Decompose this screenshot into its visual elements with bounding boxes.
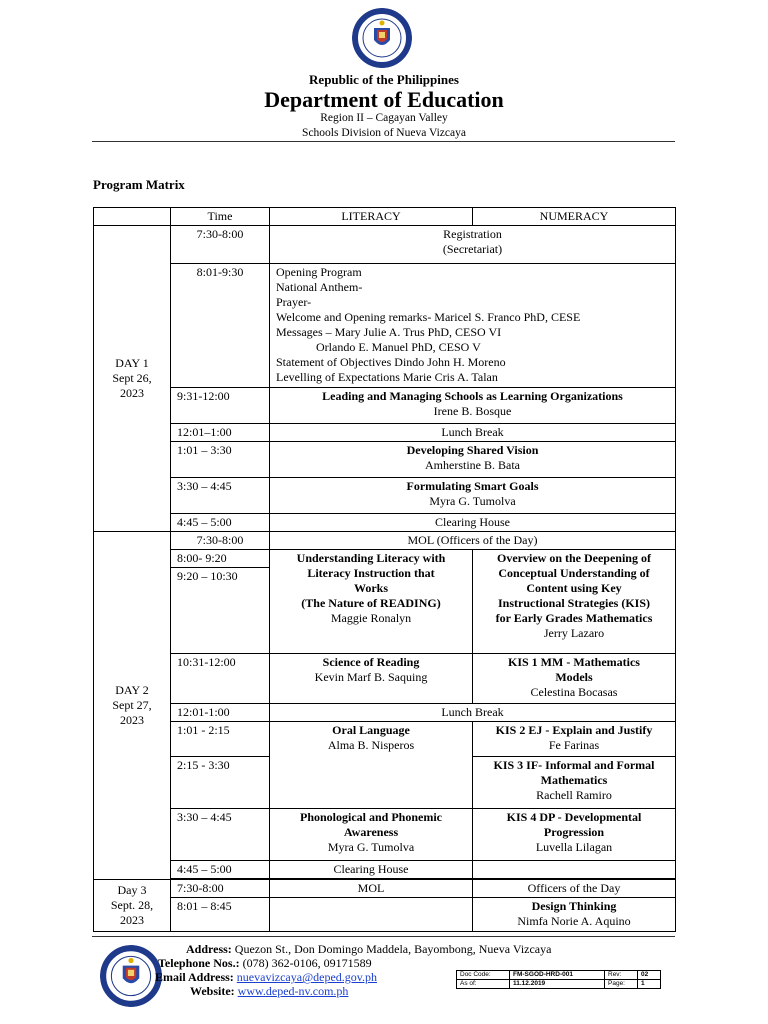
day-number: Day 3 [117, 883, 147, 897]
table-row [94, 478, 676, 514]
time-cell: 3:30 – 4:45 [171, 809, 270, 861]
asof-label: As of: [457, 980, 510, 989]
session-title: KIS 2 EJ - Explain and Justify [495, 723, 653, 737]
day-date: Sept 27, [112, 698, 152, 712]
department-title: Department of Education [264, 87, 504, 112]
numeracy-session-cell [473, 550, 676, 654]
address-value: Quezon St., Don Domingo Maddela, Bayombong, Nueva Vizcaya [234, 942, 552, 956]
table-row [94, 654, 676, 704]
clearing-house-cell: Clearing House [270, 514, 676, 532]
session-title: Formulating Smart Goals [406, 479, 539, 493]
header-time: Time [171, 208, 270, 226]
time-cell: 7:30-8:00 [171, 532, 270, 550]
session-cell [270, 442, 676, 478]
day-number: DAY 1 [115, 356, 149, 370]
program-line: National Anthem- [276, 280, 363, 294]
session-speaker: Fe Farinas [548, 738, 600, 752]
program-line: Opening Program [276, 265, 362, 279]
page-label: Page: [605, 980, 638, 989]
time-cell: 12:01–1:00 [171, 424, 270, 442]
table-row [94, 861, 676, 879]
numeracy-session-cell [473, 654, 676, 704]
table-row [94, 442, 676, 478]
time-cell: 7:30-8:00 [171, 226, 270, 264]
rev-value: 02 [638, 971, 661, 980]
opening-program-cell [270, 264, 676, 388]
literacy-session-cell [270, 654, 473, 704]
officers-cell: Officers of the Day [473, 880, 676, 898]
session-title: Overview on the Deepening of [497, 551, 651, 565]
day-date: Sept 26, [112, 371, 152, 385]
break-cell: Lunch Break [270, 424, 676, 442]
program-matrix-table [93, 207, 676, 932]
session-title: Understanding Literacy with [296, 551, 446, 565]
phone-label: Telephone Nos.: [158, 956, 240, 970]
table-row [94, 388, 676, 424]
session-title: Design Thinking [531, 899, 617, 913]
session-title: Developing Shared Vision [406, 443, 539, 457]
page-value: 1 [638, 980, 661, 989]
day-year: 2023 [120, 386, 144, 400]
numeracy-session-cell [473, 898, 676, 932]
division-line: Schools Division of Nueva Vizcaya [302, 127, 466, 139]
session-speaker: Luvella Lilagan [535, 840, 613, 854]
table-row [94, 424, 676, 442]
session-title: Progression [543, 825, 605, 839]
session-title: Models [555, 670, 593, 684]
time-cell: 10:31-12:00 [171, 654, 270, 704]
time-cell: 1:01 – 3:30 [171, 442, 270, 478]
table-header-row [94, 208, 676, 226]
program-line: Welcome and Opening remarks- Maricel S. Franco PhD, CESE [276, 310, 581, 324]
table-row [94, 550, 676, 568]
session-speaker: Alma B. Nisperos [327, 738, 415, 752]
deped-seal-logo [352, 8, 412, 68]
time-cell: 7:30-8:00 [171, 880, 270, 898]
table-row [94, 226, 676, 264]
literacy-session-cell [270, 722, 473, 809]
header-numeracy: NUMERACY [473, 208, 676, 226]
time-cell: 3:30 – 4:45 [171, 478, 270, 514]
session-title: KIS 4 DP - Developmental [506, 810, 642, 824]
doc-code-table [456, 970, 661, 989]
empty-cell [270, 898, 473, 932]
session-title: Content using Key [526, 581, 622, 595]
clearing-house-cell: Clearing House [270, 861, 473, 879]
registration-cell [270, 226, 676, 264]
numeracy-session-cell [473, 722, 676, 757]
footer-address [186, 942, 551, 956]
email-label: Email Address: [155, 970, 234, 984]
session-cell [270, 388, 676, 424]
session-title: Literacy Instruction that [307, 566, 435, 580]
table-row [94, 880, 676, 898]
footer-phone [158, 956, 372, 970]
republic-line: Republic of the Philippines [309, 72, 459, 87]
session-speaker: Myra G. Tumolva [429, 494, 516, 508]
table-row [94, 532, 676, 550]
program-line: Levelling of Expectations Marie Cris A. Talan [276, 370, 498, 384]
program-line: Orlando E. Manuel PhD, CESO V [316, 340, 481, 354]
session-title: Leading and Managing Schools as Learning Organizations [322, 389, 623, 403]
day-number: DAY 2 [115, 683, 149, 697]
mol-cell: MOL (Officers of the Day) [270, 532, 676, 550]
empty-cell [473, 861, 676, 879]
day-year: 2023 [120, 913, 144, 927]
address-label: Address: [186, 942, 232, 956]
session-speaker: Amherstine B. Bata [425, 458, 520, 472]
session-title: Awareness [343, 825, 399, 839]
literacy-session-cell [270, 550, 473, 654]
session-cell [270, 478, 676, 514]
table-row [94, 704, 676, 722]
program-line: Prayer- [276, 295, 312, 309]
session-title: KIS 3 IF- Informal and Formal [493, 758, 655, 772]
section-title: Program Matrix [93, 177, 185, 192]
session-title: Instructional Strategies (KIS) [498, 596, 650, 610]
session-speaker: Kevin Marf B. Saquing [314, 670, 428, 684]
time-cell: 4:45 – 5:00 [171, 514, 270, 532]
time-cell: 4:45 – 5:00 [171, 861, 270, 879]
asof-value: 11.12.2019 [510, 980, 605, 989]
day-year: 2023 [120, 713, 144, 727]
time-cell: 9:20 – 10:30 [171, 568, 270, 654]
day3-label [94, 880, 171, 932]
doc-code-label: Doc Code: [457, 971, 510, 980]
session-speaker: Celestina Bocasas [530, 685, 618, 699]
table-row [94, 514, 676, 532]
session-title: (The Nature of READING) [301, 596, 441, 610]
session-speaker: Myra G. Tumolva [327, 840, 415, 854]
time-cell: 9:31-12:00 [171, 388, 270, 424]
session-title: Mathematics [540, 773, 608, 787]
footer-website [190, 984, 348, 998]
doc-code-value: FM-SGOD-HRD-001 [510, 971, 605, 980]
phone-value: (078) 362-0106, 09171589 [242, 956, 372, 970]
registration-text: Registration [443, 227, 502, 241]
session-title: KIS 1 MM - Mathematics [508, 655, 640, 669]
program-line: Messages – Mary Julie A. Trus PhD, CESO VI [276, 325, 502, 339]
session-title: Conceptual Understanding of [498, 566, 650, 580]
email-link[interactable]: nuevavizcaya@deped.gov.ph [236, 970, 378, 984]
session-title: for Early Grades Mathematics [495, 611, 653, 625]
numeracy-session-cell [473, 809, 676, 861]
day-date: Sept. 28, [110, 898, 154, 912]
session-title: Works [353, 581, 388, 595]
numeracy-session-cell [473, 757, 676, 809]
time-cell: 8:01 – 8:45 [171, 898, 270, 932]
table-row [94, 809, 676, 861]
session-speaker: Rachell Ramiro [536, 788, 612, 802]
time-cell: 2:15 - 3:30 [171, 757, 270, 809]
program-line: Statement of Objectives Dindo John H. Moreno [276, 355, 506, 369]
website-label: Website: [190, 984, 235, 998]
session-title: Phonological and Phonemic [299, 810, 442, 824]
table-row [94, 898, 676, 932]
day1-label [94, 226, 171, 532]
session-title: Oral Language [332, 723, 410, 737]
table-row [94, 722, 676, 757]
time-cell: 8:00- 9:20 [171, 550, 270, 568]
session-speaker: Jerry Lazaro [543, 626, 605, 640]
header-literacy: LITERACY [270, 208, 473, 226]
website-link[interactable]: www.deped-nv.com.ph [237, 984, 349, 998]
header-day-cell [94, 208, 171, 226]
time-cell: 1:01 - 2:15 [171, 722, 270, 757]
break-cell: Lunch Break [270, 704, 676, 722]
day2-label [94, 532, 171, 880]
table-row [94, 264, 676, 388]
time-cell: 8:01-9:30 [171, 264, 270, 388]
region-line: Region II – Cagayan Valley [320, 112, 448, 124]
session-title: Science of Reading [322, 655, 420, 669]
session-speaker: Maggie Ronalyn [330, 611, 412, 625]
footer-divider [92, 936, 675, 937]
session-speaker: Nimfa Norie A. Aquino [517, 914, 631, 928]
header-divider [92, 141, 675, 142]
mol-cell: MOL [270, 880, 473, 898]
session-speaker: Irene B. Bosque [433, 404, 512, 418]
rev-label: Rev: [605, 971, 638, 980]
registration-subtext: (Secretariat) [442, 242, 503, 256]
time-cell: 12:01-1:00 [171, 704, 270, 722]
deped-seal-logo [100, 945, 162, 1007]
literacy-session-cell [270, 809, 473, 861]
footer-email [155, 970, 377, 984]
